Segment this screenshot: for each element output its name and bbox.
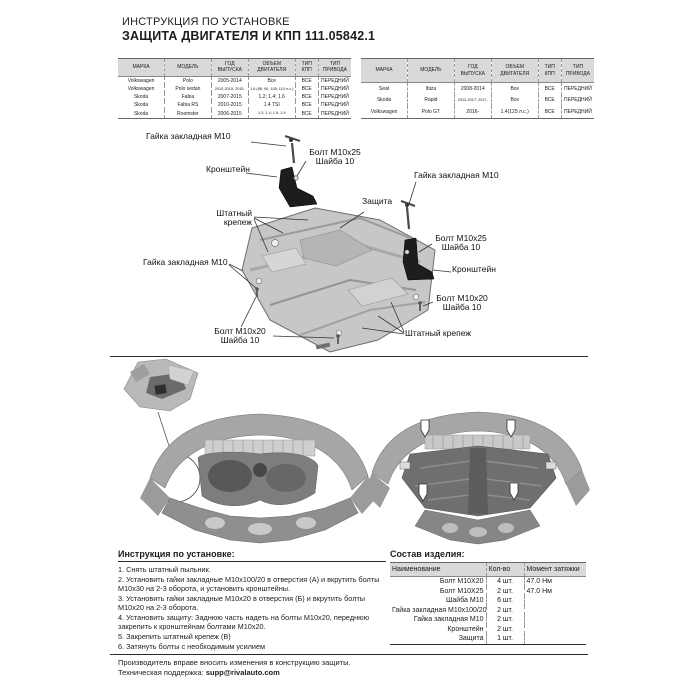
- cell: 2 шт.: [486, 606, 524, 615]
- step: 5. Закрепить штатный крепеж (В): [118, 631, 231, 641]
- car-underside-illustrations: [110, 358, 590, 550]
- footer-support: [118, 668, 588, 678]
- nut-insert-icon: [401, 201, 415, 229]
- cell: ВСЕ: [538, 83, 561, 95]
- label-bolt-m10x20: Болт М10х20: [214, 326, 266, 336]
- cell: Все: [491, 83, 538, 95]
- cell: 2 шт.: [486, 587, 524, 596]
- cell: Polo sedan: [165, 85, 212, 93]
- cell: Гайка закладная М10х100/20: [392, 606, 487, 614]
- table-row: [390, 596, 586, 605]
- cell: Ibiza: [408, 83, 455, 95]
- cell: Защита: [458, 635, 484, 643]
- cell: ВСЕ: [295, 85, 318, 93]
- cell: ПЕРЕДНИЙ: [561, 95, 594, 106]
- col-header: Кол-во: [486, 563, 524, 577]
- cell: 1.4(125 л.с.): [491, 106, 538, 118]
- instructions-heading: Инструкция по установке:: [118, 549, 235, 559]
- cell: Skoda: [118, 93, 165, 101]
- car-underside-after: [364, 412, 590, 544]
- cell: Volkswagen: [118, 76, 165, 85]
- bracket-drawing: [279, 167, 317, 207]
- cell: Skoda: [118, 110, 165, 119]
- footer: [118, 658, 588, 678]
- cell: Шайба М10: [445, 597, 484, 605]
- product-title: ЗАЩИТА ДВИГАТЕЛЯ И КПП 111.05842.1: [122, 29, 376, 43]
- table-row: [390, 615, 586, 624]
- label-washer-10: Шайба 10: [442, 302, 482, 313]
- table-row: [118, 93, 351, 101]
- cell: 2010-2015; 2015-: [211, 85, 248, 93]
- cell: 1.4 TSI: [248, 101, 295, 109]
- cell: [524, 615, 586, 624]
- col-header: Момент затяжки: [524, 563, 586, 577]
- cell: 47.0 Нм: [524, 577, 586, 587]
- cell: ВСЕ: [295, 76, 318, 85]
- cell: Polo: [165, 76, 212, 85]
- cell: ПЕРЕДНИЙ: [561, 106, 594, 118]
- cell: Seat: [361, 83, 408, 95]
- label-washer-10: Шайба 10: [441, 242, 481, 253]
- table-row: [118, 110, 351, 119]
- label-bracket: Кронштейн: [206, 164, 250, 174]
- label-bolt-m10x25: Болт М10х25: [435, 233, 487, 243]
- label-washer-10: Шайба 10: [315, 156, 355, 167]
- col-header: ГОД ВЫПУСКА: [454, 59, 491, 83]
- cell: [524, 625, 586, 634]
- cell: 47.0 Нм: [524, 587, 586, 596]
- step: 1. Снять штатный пыльник.: [118, 565, 211, 574]
- cell: Болт М10Х25: [439, 587, 484, 595]
- step: 3. Установить гайки закладные М10х20 в отверстия (Б) и вкрутить болты М10х20 на 2-3 оборота.: [118, 593, 366, 612]
- cell: ВСЕ: [295, 93, 318, 101]
- footer-divider: [110, 654, 588, 655]
- cell: 1.2; 1.4; 1.6: [248, 93, 295, 101]
- cell: ВСЕ: [295, 101, 318, 109]
- cell: Fabia: [165, 93, 212, 101]
- table-row: [390, 606, 586, 615]
- table-row: [390, 625, 586, 634]
- cell: [524, 634, 586, 644]
- table-header-row: [390, 563, 586, 577]
- cell: 1.2; 1.4; 1.6; 1.9: [248, 110, 295, 119]
- cell: ПЕРЕДНИЙ: [561, 83, 594, 95]
- label-nut-insert-m10: Гайка закладная М10: [414, 170, 499, 180]
- cell: 2006-2015: [211, 110, 248, 119]
- parts-table: [390, 562, 586, 645]
- cell: ПЕРЕДНИЙ: [318, 101, 351, 109]
- label-bolt-m10x20-washer: [432, 294, 492, 313]
- cell: Все: [248, 76, 295, 85]
- col-header: МАРКА: [361, 59, 408, 83]
- col-header: ТИП КПП: [295, 59, 318, 77]
- table-row: [118, 76, 351, 85]
- cell: ВСЕ: [538, 95, 561, 106]
- heading-underline: [118, 561, 386, 562]
- table-row: [118, 101, 351, 109]
- cell: 1.6 (85; 90; 105; 110 л.с.): [248, 85, 295, 93]
- cell: 2008-2014: [454, 83, 491, 95]
- cell: Гайка закладная М10: [413, 616, 484, 624]
- label-bracket: Кронштейн: [452, 264, 496, 274]
- table-header-row: [118, 59, 351, 77]
- col-header: МАРКА: [118, 59, 165, 77]
- label-nut-insert-m10: Гайка закладная М10: [146, 131, 231, 141]
- table-row: [390, 587, 586, 596]
- col-header: МОДЕЛЬ: [165, 59, 212, 77]
- col-header: ТИП КПП: [538, 59, 561, 83]
- step: 4. Установить защиту: Заднюю часть надеть на болты М10х20, переднюю закрепить к кронштейнам болтами М10х20.: [118, 612, 370, 631]
- support-label: Техническая поддержка:: [118, 668, 206, 678]
- label-stock-fastener: Штатный крепеж: [405, 328, 472, 338]
- label-bolt-m10x25: Болт М10х25: [309, 147, 361, 157]
- label-bolt-m10x20: Болт М10х20: [436, 293, 488, 303]
- cell: Rapid: [408, 95, 455, 106]
- fitment-table-left: [118, 58, 351, 119]
- label-stock-fastener: Штатный крепеж: [216, 208, 252, 228]
- cell: 2005-2014: [211, 76, 248, 85]
- col-header: ОБЪЕМ ДВИГАТЕЛЯ: [248, 59, 295, 77]
- label-shield: Защита: [362, 196, 393, 206]
- fitment-tables: [118, 58, 594, 119]
- cell: ВСЕ: [538, 106, 561, 118]
- cell: 6 шт.: [486, 596, 524, 605]
- cell: 2 шт.: [486, 625, 524, 634]
- parts-list: [390, 549, 586, 645]
- cell: ПЕРЕДНИЙ: [318, 93, 351, 101]
- cell: 2010-2015: [211, 101, 248, 109]
- col-header: ОБЪЕМ ДВИГАТЕЛЯ: [491, 59, 538, 83]
- col-header: Наименование: [390, 563, 486, 577]
- instruction-steps: [118, 566, 386, 652]
- cell: 2016-: [454, 106, 491, 118]
- col-header: ТИП ПРИВОДА: [561, 59, 594, 83]
- col-header: ТИП ПРИВОДА: [318, 59, 351, 77]
- section-divider: [110, 356, 588, 357]
- step: 2. Установить гайки закладные М10х100/20 в отверстия (А) и вкрутить болты М10х30 на 2-3 оборота, и установить кронштейны.: [118, 574, 380, 593]
- car-underside-before: [140, 414, 378, 543]
- cell: Roomster: [165, 110, 212, 119]
- col-header: МОДЕЛЬ: [408, 59, 455, 83]
- cell: [524, 596, 586, 605]
- cell: Кронштейн: [447, 625, 484, 633]
- table-row: [361, 95, 594, 106]
- detail-callout-drawing: [124, 359, 198, 411]
- label-bolt-m10x20-washer: [208, 327, 272, 346]
- label-washer-10: Шайба 10: [220, 335, 260, 346]
- label-nut-insert-m10: Гайка закладная М10: [143, 257, 228, 267]
- cell: 2 шт.: [486, 615, 524, 624]
- table-header-row: [361, 59, 594, 83]
- nut-insert-icon: [285, 136, 300, 163]
- cell: [524, 606, 586, 615]
- support-email: supp@rivalauto.com: [205, 668, 280, 678]
- parts-heading: Состав изделия:: [390, 549, 465, 559]
- cell: 1 шт.: [486, 634, 524, 644]
- cell: 4 шт.: [486, 577, 524, 587]
- label-bolt-m10x25-washer: [430, 234, 492, 253]
- cell: Skoda: [361, 95, 408, 106]
- cell: ПЕРЕДНИЙ: [318, 85, 351, 93]
- step: 6. Затянуть болты с необходимым усилием: [118, 641, 266, 651]
- cell: ПЕРЕДНИЙ: [318, 110, 351, 119]
- col-header: ГОД ВЫПУСКА: [211, 59, 248, 77]
- cell: 2012-2017; 2017-: [454, 95, 491, 106]
- table-row: [118, 85, 351, 93]
- table-row: [390, 577, 586, 587]
- cell: Fabia RS: [165, 101, 212, 109]
- footer-note: Производитель вправе вносить изменения в конструкцию защиты.: [118, 658, 351, 667]
- page-title: ИНСТРУКЦИЯ ПО УСТАНОВКЕ: [122, 16, 290, 28]
- cell: Volkswagen: [118, 85, 165, 93]
- cell: ВСЕ: [295, 110, 318, 119]
- cell: Skoda: [118, 101, 165, 109]
- cell: Volkswagen: [361, 106, 408, 118]
- cell: Все: [491, 95, 538, 106]
- cell: Polo GT: [408, 106, 455, 118]
- installation-instructions: [118, 549, 386, 653]
- table-row: [390, 634, 586, 644]
- label-bolt-m10x25-washer: [303, 148, 367, 167]
- table-row: [361, 83, 594, 95]
- cell: ПЕРЕДНИЙ: [318, 76, 351, 85]
- cell: 2007-2015: [211, 93, 248, 101]
- cell: Болт М10Х20: [439, 578, 484, 586]
- table-row: [361, 106, 594, 118]
- fitment-table-right: [361, 58, 594, 119]
